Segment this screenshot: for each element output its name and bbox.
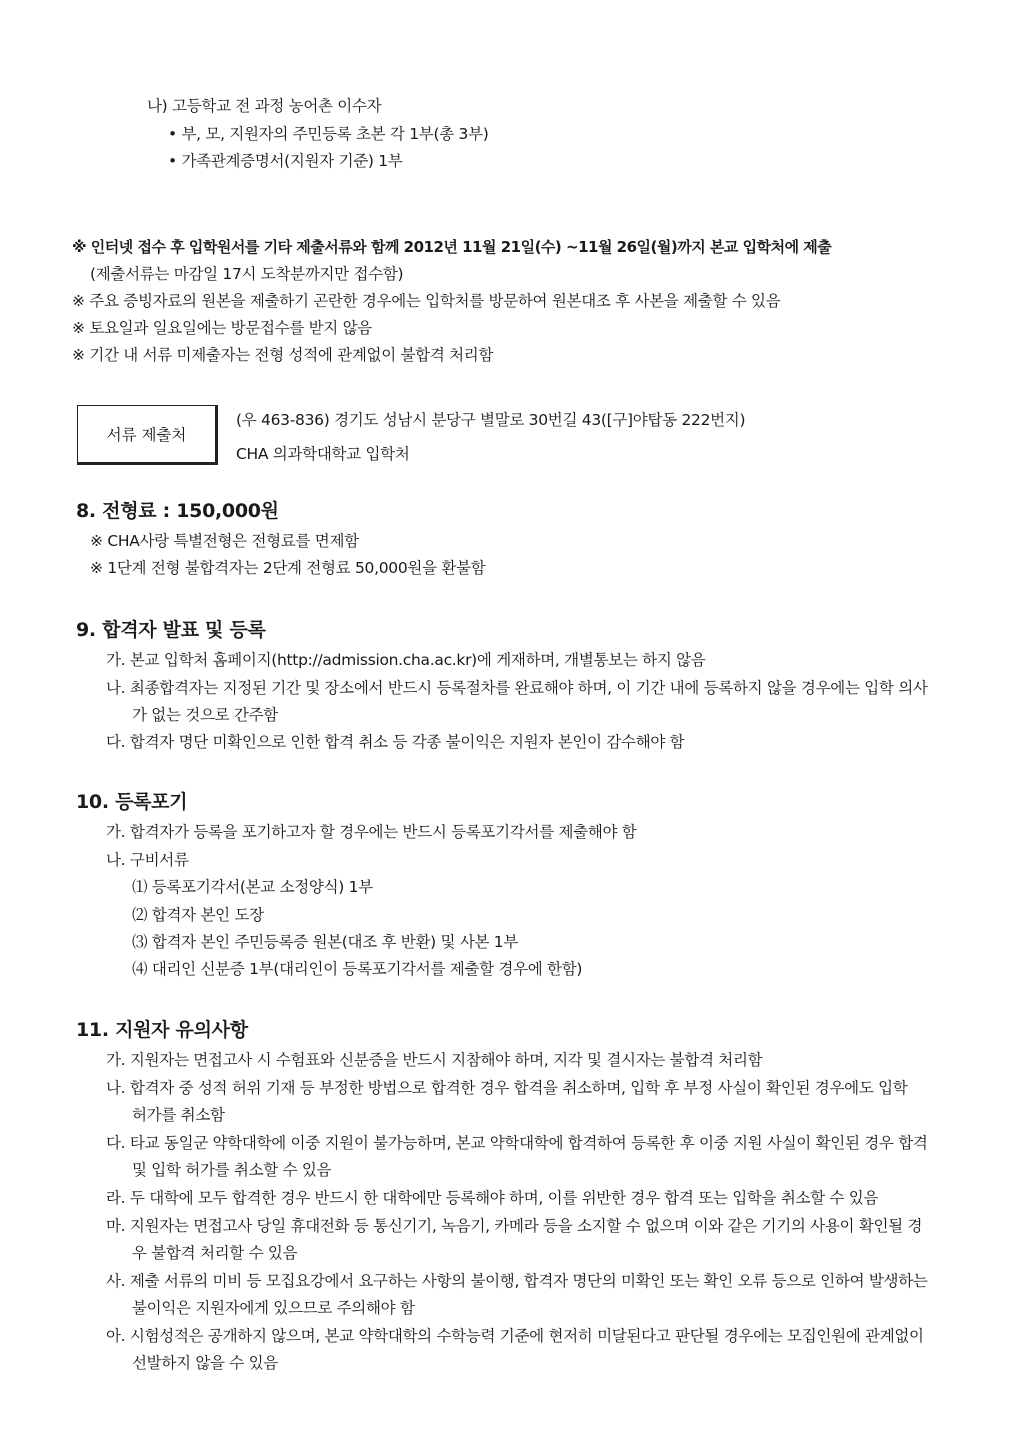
announce-item: 나. 최종합격자는 지정된 기간 및 장소에서 반드시 등록절차를 완료해야 하며, 이 기간 내에 등록하지 않을 경우에는 입학 의사 [106,679,928,697]
announce-item: 다. 합격자 명단 미확인으로 인한 합격 취소 등 각종 불이익은 지원자 본인이 감수해야 함 [106,733,685,751]
caution-line-cont: 선발하지 않을 수 있음 [132,1354,278,1372]
deadline-subnote: (제출서류는 마감일 17시 도착분까지만 접수함) [90,265,404,283]
withdraw-doc: ⑵ 합격자 본인 도장 [132,906,264,924]
announce-heading: 9. 합격자 발표 및 등록 [76,619,266,641]
withdraw-doc: ⑶ 합격자 본인 주민등록증 원본(대조 후 반환) 및 사본 1부 [132,933,519,951]
withdraw-heading: 10. 등록포기 [76,791,188,813]
caution-line: 다. 타교 동일군 약학대학에 이중 지원이 불가능하며, 본교 약학대학에 합격하여 등록한 후 이중 지원 사실이 확인된 경우 합격 [106,1134,928,1152]
submission-label: 서류 제출처 [106,426,187,444]
caution-heading: 11. 지원자 유의사항 [76,1019,248,1041]
caution-line-cont: 허가를 취소함 [132,1106,225,1124]
caution-line: 마. 지원자는 면접고사 당일 휴대전화 등 통신기기, 녹음기, 카메라 등을 소지할 수 없으며 이와 같은 기기의 사용이 확인될 경 [106,1217,923,1235]
caution-line: 사. 제출 서류의 미비 등 모집요강에서 요구하는 사항의 불이행, 합격자 명단의 미확인 또는 확인 오류 등으로 인하여 발생하는 [106,1272,928,1290]
announce-item: 가. 본교 입학처 홈페이지(http://admission.cha.ac.kr)에 게재하며, 개별통보는 하지 않음 [106,651,706,669]
fee-heading: 8. 전형료 : 150,000원 [76,500,279,522]
caution-line-cont: 및 입학 허가를 취소할 수 있음 [132,1161,332,1179]
caution-line: 나. 합격자 중 성적 허위 기재 등 부정한 방법으로 합격한 경우 합격을 취소하며, 입학 후 부정 사실이 확인된 경우에도 입학 [106,1079,908,1097]
withdraw-item: 나. 구비서류 [106,851,189,869]
rural-title: 나) 고등학교 전 과정 농어촌 이수자 [147,97,382,115]
caution-line: 아. 시험성적은 공개하지 않으며, 본교 약학대학의 수학능력 기준에 현저히 미달된다고 판단될 경우에는 모집인원에 관계없이 [106,1327,924,1345]
submission-address: (우 463-836) 경기도 성남시 분당구 별말로 30번길 43([구]야탑동 222번지) [236,411,746,429]
note-item: ※ 기간 내 서류 미제출자는 전형 성적에 관계없이 불합격 처리함 [72,346,494,364]
note-item: ※ 주요 증빙자료의 원본을 제출하기 곤란한 경우에는 입학처를 방문하여 원본대조 후 사본을 제출할 수 있음 [72,292,781,310]
fee-item: ※ 1단계 전형 불합격자는 2단계 전형료 50,000원을 환불함 [90,559,486,577]
submission-office: CHA 의과학대학교 입학처 [236,445,410,463]
caution-line-cont: 불이익은 지원자에게 있으므로 주의해야 함 [132,1299,415,1317]
withdraw-item: 가. 합격자가 등록을 포기하고자 할 경우에는 반드시 등록포기각서를 제출해야 함 [106,823,637,841]
withdraw-doc: ⑷ 대리인 신분증 1부(대리인이 등록포기각서를 제출할 경우에 한함) [132,960,583,978]
rural-item: • 부, 모, 지원자의 주민등록 초본 각 1부(총 3부) [168,125,489,143]
note-item: ※ 토요일과 일요일에는 방문접수를 받지 않음 [72,319,372,337]
caution-line-cont: 우 불합격 처리할 수 있음 [132,1244,298,1262]
caution-line: 가. 지원자는 면접고사 시 수험표와 신분증을 반드시 지참해야 하며, 지각 및 결시자는 불합격 처리함 [106,1051,763,1069]
submission-label-box [77,405,218,465]
announce-item-cont: 가 없는 것으로 간주함 [132,706,278,724]
withdraw-doc: ⑴ 등록포기각서(본교 소정양식) 1부 [132,878,373,896]
caution-line: 라. 두 대학에 모두 합격한 경우 반드시 한 대학에만 등록해야 하며, 이를 위반한 경우 합격 또는 입학을 취소할 수 있음 [106,1189,879,1207]
fee-item: ※ CHA사랑 특별전형은 전형료를 면제함 [90,532,359,550]
deadline-note: ※ 인터넷 접수 후 입학원서를 기타 제출서류와 함께 2012년 11월 21일(수) ~11월 26일(월)까지 본교 입학처에 제출 [72,238,832,256]
rural-item: • 가족관계증명서(지원자 기준) 1부 [168,152,403,170]
